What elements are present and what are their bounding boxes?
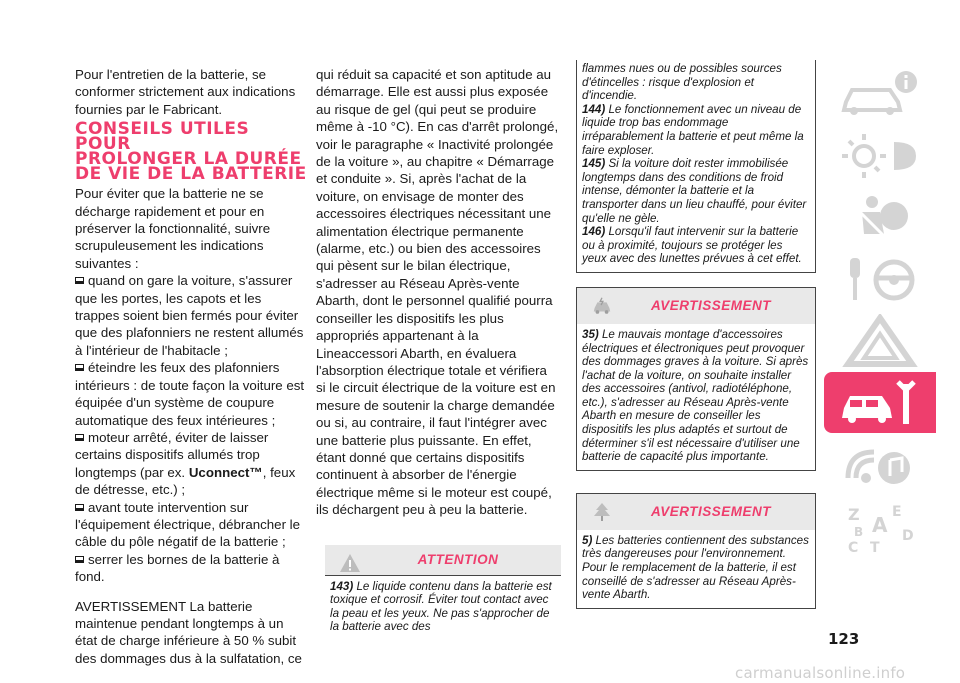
body-paragraph: qui réduit sa capacité et son aptitude au démarrage. Elle est aussi plus exposée au risque de gel (qui peut se produire même à -10 °C). En cas d'arrêt prolongé, voir le paragraphe « Inactivité prolongée de la voiture », au chapitre « Démarrage et conduite ». Si, après l'achat de la voiture, on envisage de monter des accessoires électriques nécessitant une alimentation électrique permanente (alarme, etc.) ou bien des accessoires qui pèsent sur le bilan électrique, s'adresser au Réseau Après-vente Abarth, dont le personnel qualifié pourra conseiller les dispositifs les plus appropriés appartenant à la Lineaccessori Abarth, en évaluera l'absorption électrique totale et vérifiera si le circuit électrique de la voiture est en mesure de soutenir la charge demandée ou si, au contraire, il faut l'intégrer avec une batterie plus puissante. En effet, étant donné que certains dispositifs continuent à absorber de l'énergie électrique même si le moteur est coupé, ils déchargent peu à peu la batterie.	[316, 67, 559, 518]
note-number: 144)	[582, 102, 606, 116]
chapter-tab-maintenance[interactable]	[824, 372, 936, 433]
attention-continuation	[576, 60, 816, 273]
bullet-item	[75, 551, 307, 586]
bullet-text: éteindre les feux des plafonniers intérieurs : de toute façon la voiture est équipée d'un système de coupure automatique des feux intérieures ;	[75, 360, 305, 428]
attention-header	[325, 545, 561, 575]
car-info-icon	[834, 66, 926, 120]
chapter-tab-lights[interactable]	[824, 124, 936, 185]
note-number: 145)	[582, 157, 606, 171]
note-number: 146)	[582, 225, 606, 239]
column-2	[316, 66, 560, 640]
bullet-icon	[75, 364, 84, 371]
attention-box	[325, 545, 561, 640]
bullet-item	[75, 499, 307, 551]
bullet-icon	[75, 277, 84, 284]
note-text: Si la voiture doit rester immobilisée longtemps dans des conditions de froid intense, démonter la batterie et la transporter dans un lieu chauffé, pour éviter qu'elle ne gèle.	[582, 157, 807, 225]
chapter-tab-index[interactable]	[824, 496, 936, 557]
page-number: 123	[828, 630, 860, 648]
section-heading	[75, 119, 307, 185]
key-steering-icon	[834, 252, 926, 306]
tree-environment-icon	[591, 502, 613, 522]
closing-paragraph: AVERTISSEMENT La batterie maintenue pendant longtemps à un état de charge inférieure à 50 % subit des dommages dus à la sulfatation, ce	[75, 598, 302, 666]
bullet-item	[75, 272, 307, 359]
chapter-tab-driving[interactable]	[824, 248, 936, 309]
column-3	[576, 60, 816, 609]
chapter-tab-car-info[interactable]	[824, 62, 936, 123]
note-number: 35)	[582, 327, 599, 341]
bullet-text: quand on gare la voiture, s'assurer que les portes, les capots et les trappes soient bien fermés pour éviter que des plafonniers ne restent allumés à l'intérieur de l'habitacle ;	[75, 273, 304, 358]
attention-text	[330, 580, 556, 634]
note-number: 5)	[582, 533, 593, 547]
note-item	[582, 103, 810, 157]
multimedia-icon	[834, 438, 926, 492]
lights-dashboard-icon	[834, 128, 926, 182]
heading-line-1: CONSEILS UTILES POUR	[75, 119, 250, 155]
note-text: Lorsqu'il faut intervenir sur la batterie ou à proximité, toujours se protéger les yeux avec des lunettes prévues à cet effet.	[582, 225, 802, 266]
index-letter: B	[854, 524, 864, 539]
intro-paragraph: Pour l'entretien de la batterie, se conformer strictement aux indications fournies par le Fabricant.	[75, 67, 296, 117]
bullet-text: avant toute intervention sur l'équipement électrique, débrancher le câble du pôle négatif de la batterie ;	[75, 499, 301, 550]
note-text: Le liquide contenu dans la batterie est toxique et corrosif. Éviter tout contact avec la peau et les yeux. Ne pas s'approcher de la batterie avec des	[330, 579, 552, 634]
chapter-tab-emergency[interactable]	[824, 310, 936, 371]
avertissement-header	[577, 288, 815, 324]
bullet-icon	[75, 434, 84, 441]
attention-body	[325, 575, 561, 640]
avertissement-body	[577, 530, 815, 608]
note-text: Le fonctionnement avec un niveau de liquide trop bas endommage irréparablement la batterie et peut même la faire exploser.	[582, 102, 804, 157]
bullet-icon	[75, 556, 84, 563]
avertissement-title: AVERTISSEMENT	[650, 504, 772, 520]
lead-paragraph: Pour éviter que la batterie ne se décharge rapidement et pour en préserver la fonctionnalité, suivre scrupuleusement les indications suivantes :	[75, 186, 271, 271]
chapter-tab-strip	[824, 62, 936, 558]
watermark: carmanualsonline.info	[735, 664, 906, 682]
avertissement-header	[577, 494, 815, 530]
avertissement-box-2	[576, 493, 816, 609]
bullet-text: moteur arrêté, éviter de laisser certains dispositifs allumés trop longtemps (par ex.	[75, 429, 269, 480]
airbag-safety-icon	[834, 190, 926, 244]
avertissement-box-1	[576, 287, 816, 471]
note-item	[582, 225, 810, 266]
bullet-text: , feux de détresse, etc.) ;	[75, 464, 296, 498]
car-damage-icon	[591, 296, 613, 316]
attention-title: ATTENTION	[417, 552, 499, 568]
avertissement-text	[582, 328, 810, 464]
index-letter: C	[848, 539, 859, 554]
index-letter: Z	[848, 504, 860, 524]
heading-line-2: PROLONGER LA DURÉE	[75, 149, 302, 170]
index-letter: A	[872, 512, 888, 537]
warning-triangle-icon	[834, 314, 926, 368]
index-letter: T	[870, 539, 880, 554]
chapter-tab-multimedia[interactable]	[824, 434, 936, 495]
bullet-icon	[75, 504, 84, 511]
index-letter: D	[902, 527, 914, 544]
warning-triangle-icon	[339, 553, 361, 573]
bullet-text: serrer les bornes de la batterie à fond.	[75, 551, 280, 585]
avertissement-title: AVERTISSEMENT	[650, 298, 772, 314]
note-text: Les batteries contiennent des substances très dangereuses pour l'environnement. Pour le remplacement de la batterie, il est conseillé de s'adresser au Réseau Après-vente Abarth.	[582, 533, 809, 602]
bullet-item	[75, 359, 307, 429]
uconnect-term: Uconnect™	[188, 464, 263, 480]
note-item	[582, 157, 810, 225]
index-letters-icon	[834, 500, 926, 554]
avertissement-text	[582, 534, 810, 602]
chapter-tab-safety[interactable]	[824, 186, 936, 247]
note-text: Le mauvais montage d'accessoires électriques et électroniques peut provoquer des dommages graves à la voiture. Si après l'achat de la voiture, on souhaite installer des accessoires (antivol, radiotéléphone, etc.), s'adresser au Réseau Après-vente Abarth en mesure de conseiller les dispositifs les plus adaptés et surtout de déterminer s'il est nécessaire d'utiliser une batterie de capacité plus importante.	[582, 327, 809, 464]
heading-line-3: DE VIE DE LA BATTERIE	[75, 164, 307, 185]
column-1	[75, 66, 307, 667]
car-wrench-icon	[834, 376, 926, 430]
bullet-item	[75, 429, 307, 499]
index-letter: E	[892, 503, 902, 520]
avertissement-body	[577, 324, 815, 470]
continued-text: flammes nues ou de possibles sources d'étincelles : risque d'explosion et d'incendie.	[582, 62, 782, 103]
note-number: 143)	[330, 579, 354, 593]
